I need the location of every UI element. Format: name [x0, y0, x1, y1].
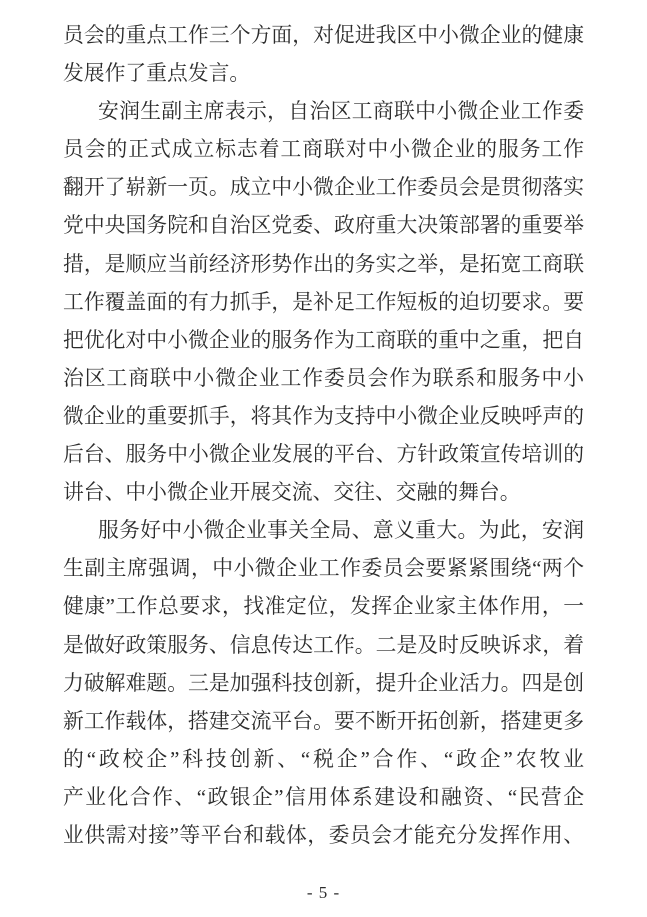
text-line: 员会的正式成立标志着工商联对中小微企业的服务工作: [63, 138, 584, 162]
text-line: 把优化对中小微企业的服务作为工商联的重中之重，把自: [63, 328, 584, 352]
text-line: 业供需对接”等平台和载体，委员会才能充分发挥作用、: [63, 823, 584, 847]
page-number: - 5 -: [306, 883, 341, 902]
text-line: 工作覆盖面的有力抓手，是补足工作短板的迫切要求。要: [63, 290, 584, 314]
text-line: 力破解难题。三是加强科技创新，提升企业活力。四是创: [63, 671, 584, 695]
document-body: [63, 17, 584, 855]
text-line: 的“政校企”科技创新、“税企”合作、“政企”农牧业: [63, 747, 584, 771]
text-line: 新工作载体，搭建交流平台。要不断开拓创新，搭建更多: [63, 709, 584, 733]
text-line: 生副主席强调，中小微企业工作委员会要紧紧围绕“两个: [63, 557, 584, 581]
text-line: 安润生副主席表示，自治区工商联中小微企业工作委: [98, 100, 584, 124]
text-line: 服务好中小微企业事关全局、意义重大。为此，安润: [98, 519, 584, 543]
text-line: 措，是顺应当前经济形势作出的务实之举，是拓宽工商联: [63, 252, 584, 276]
text-line: 产业化合作、“政银企”信用体系建设和融资、“民营企: [63, 785, 584, 809]
text-line: 翻开了崭新一页。成立中小微企业工作委员会是贯彻落实: [63, 176, 584, 200]
text-line: 是做好政策服务、信息传达工作。二是及时反映诉求，着: [63, 633, 584, 657]
text-line: 治区工商联中小微企业工作委员会作为联系和服务中小: [63, 366, 584, 390]
text-line: 讲台、中小微企业开展交流、交往、交融的舞台。: [63, 481, 521, 505]
text-line: 发展作了重点发言。: [63, 62, 251, 86]
text-line: 微企业的重要抓手，将其作为支持中小微企业反映呼声的: [63, 404, 584, 428]
text-line: 后台、服务中小微企业发展的平台、方针政策宣传培训的: [63, 443, 584, 467]
text-line: 健康”工作总要求，找准定位，发挥企业家主体作用，一: [63, 595, 584, 619]
text-line: 员会的重点工作三个方面，对促进我区中小微企业的健康: [63, 24, 584, 47]
text-line: 党中央国务院和自治区党委、政府重大决策部署的重要举: [63, 214, 584, 238]
